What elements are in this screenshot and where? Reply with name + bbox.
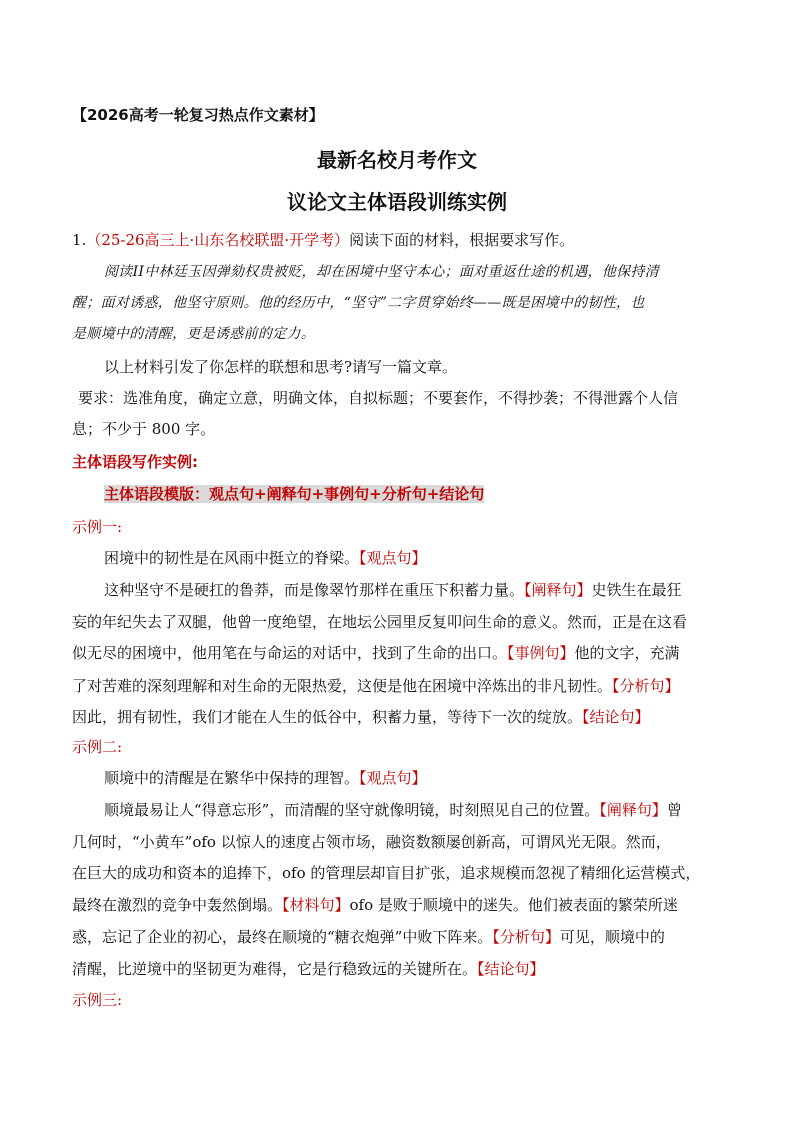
example-label: 示例三: <box>72 991 123 1009</box>
requirement-line: 要求：选准角度，确定立意，明确文体，自拟标题；不要套作，不得抄袭；不得泄露个人信 <box>78 389 679 407</box>
example-line <box>72 643 722 663</box>
material-line: 醒；面对诱惑，他坚守原则。他的经历中，“坚守”二字贯穿始终——既是困境中的韧性，也 <box>72 295 645 311</box>
example-text: 可见，顺境中的 <box>559 928 665 946</box>
example-text: 困境中的韧性是在风雨中挺立的脊梁。 <box>104 549 360 567</box>
example-line <box>104 800 754 820</box>
question-source: （25-26高三上·山东名校联盟·开学考） <box>86 231 350 249</box>
sentence-type-tag: 【阐释句】 <box>599 801 667 819</box>
example-text: 了对苦难的深刻理解和对生命的无限热爱，这便是他在困境中淬炼出的非凡韧性。 <box>72 677 613 695</box>
example-text: 在巨大的成功和资本的追捧下，ofo 的管理层却盲目扩张，追求规模而忽视了精细化运营模式， <box>72 864 701 882</box>
sentence-type-tag: 【材料句】 <box>282 896 350 914</box>
example-line <box>104 580 754 600</box>
example-line <box>104 768 754 788</box>
example-line <box>72 832 722 852</box>
example-line <box>72 959 722 979</box>
sentence-type-tag: 【结论句】 <box>477 960 545 978</box>
example-line <box>72 612 722 632</box>
example-text: 因此，拥有韧性，我们才能在人生的低谷中，积蓄力量，等待下一次的绽放。 <box>72 708 583 726</box>
example-label: 示例二: <box>72 738 123 756</box>
example-line <box>104 548 754 568</box>
example-text: 最终在激烈的竞争中轰然倒塌。 <box>72 896 283 914</box>
question-number: 1. <box>72 231 87 249</box>
example-line <box>72 707 722 727</box>
requirement-line: 息；不少于 800 字。 <box>72 420 216 438</box>
example-label: 示例一: <box>72 518 123 536</box>
sentence-type-tag: 【观点句】 <box>359 549 427 567</box>
page-subtitle: 议论文主体语段训练实例 <box>287 190 507 214</box>
example-text: 妄的年纪失去了双腿，他曾一度绝望，在地坛公园里反复叩问生命的意义。然而，正是在这看 <box>72 613 688 631</box>
example-text: 清醒，比逆境中的坚韧更为难得，它是行稳致远的关键所在。 <box>72 960 478 978</box>
header-tag: 【2026高考一轮复习热点作文素材】 <box>72 106 324 124</box>
example-text: ofo 是败于顺境中的迷失。他们被表面的繁荣所迷 <box>349 896 678 914</box>
example-line <box>72 895 722 915</box>
material-line: 阅读II中林廷玉因弹劾权贵被贬，却在困境中坚守本心；面对重返仕途的机遇，他保持清 <box>104 264 660 280</box>
example-text: 几何时，“小黄车”ofo 以惊人的速度占领市场，融资数额屡创新高，可谓风光无限。然而， <box>72 833 671 851</box>
example-line <box>72 927 722 947</box>
section-title: 主体语段写作实例: <box>72 453 198 471</box>
example-text: 曾 <box>666 801 682 819</box>
sentence-type-tag: 【分析句】 <box>612 677 680 695</box>
example-text: 惑，忘记了企业的初心，最终在顺境的“糖衣炮弹”中败下阵来。 <box>72 928 493 946</box>
sentence-type-tag: 【观点句】 <box>359 769 427 787</box>
example-line <box>72 863 722 883</box>
sentence-type-tag: 【阐释句】 <box>524 581 592 599</box>
sentence-type-tag: 【分析句】 <box>492 928 560 946</box>
question-instruction: 阅读下面的材料，根据要求写作。 <box>349 231 575 249</box>
example-text: 这种坚守不是硬扛的鲁莽，而是像翠竹那样在重压下积蓄力量。 <box>104 581 525 599</box>
template-label: 主体语段模版：观点句+阐释句+事例句+分析句+结论句 <box>104 485 485 503</box>
page-title: 最新名校月考作文 <box>317 148 477 172</box>
sentence-type-tag: 【结论句】 <box>582 708 650 726</box>
question-line <box>72 230 722 250</box>
example-text: 顺境中的清醒是在繁华中保持的理智。 <box>104 769 360 787</box>
material-line: 是顺境中的清醒，更是诱惑前的定力。 <box>72 326 316 342</box>
example-text: 史铁生在最狂 <box>591 581 682 599</box>
sentence-type-tag: 【事例句】 <box>507 644 575 662</box>
example-line <box>72 676 722 696</box>
example-text: 似无尽的困境中，他用笔在与命运的对话中，找到了生命的出口。 <box>72 644 508 662</box>
example-text: 顺境最易让人“得意忘形”，而清醒的坚守就像明镜，时刻照见自己的位置。 <box>104 801 600 819</box>
example-text: 他的文字，充满 <box>574 644 680 662</box>
writing-prompt: 以上材料引发了你怎样的联想和思考?请写一篇文章。 <box>104 358 458 376</box>
